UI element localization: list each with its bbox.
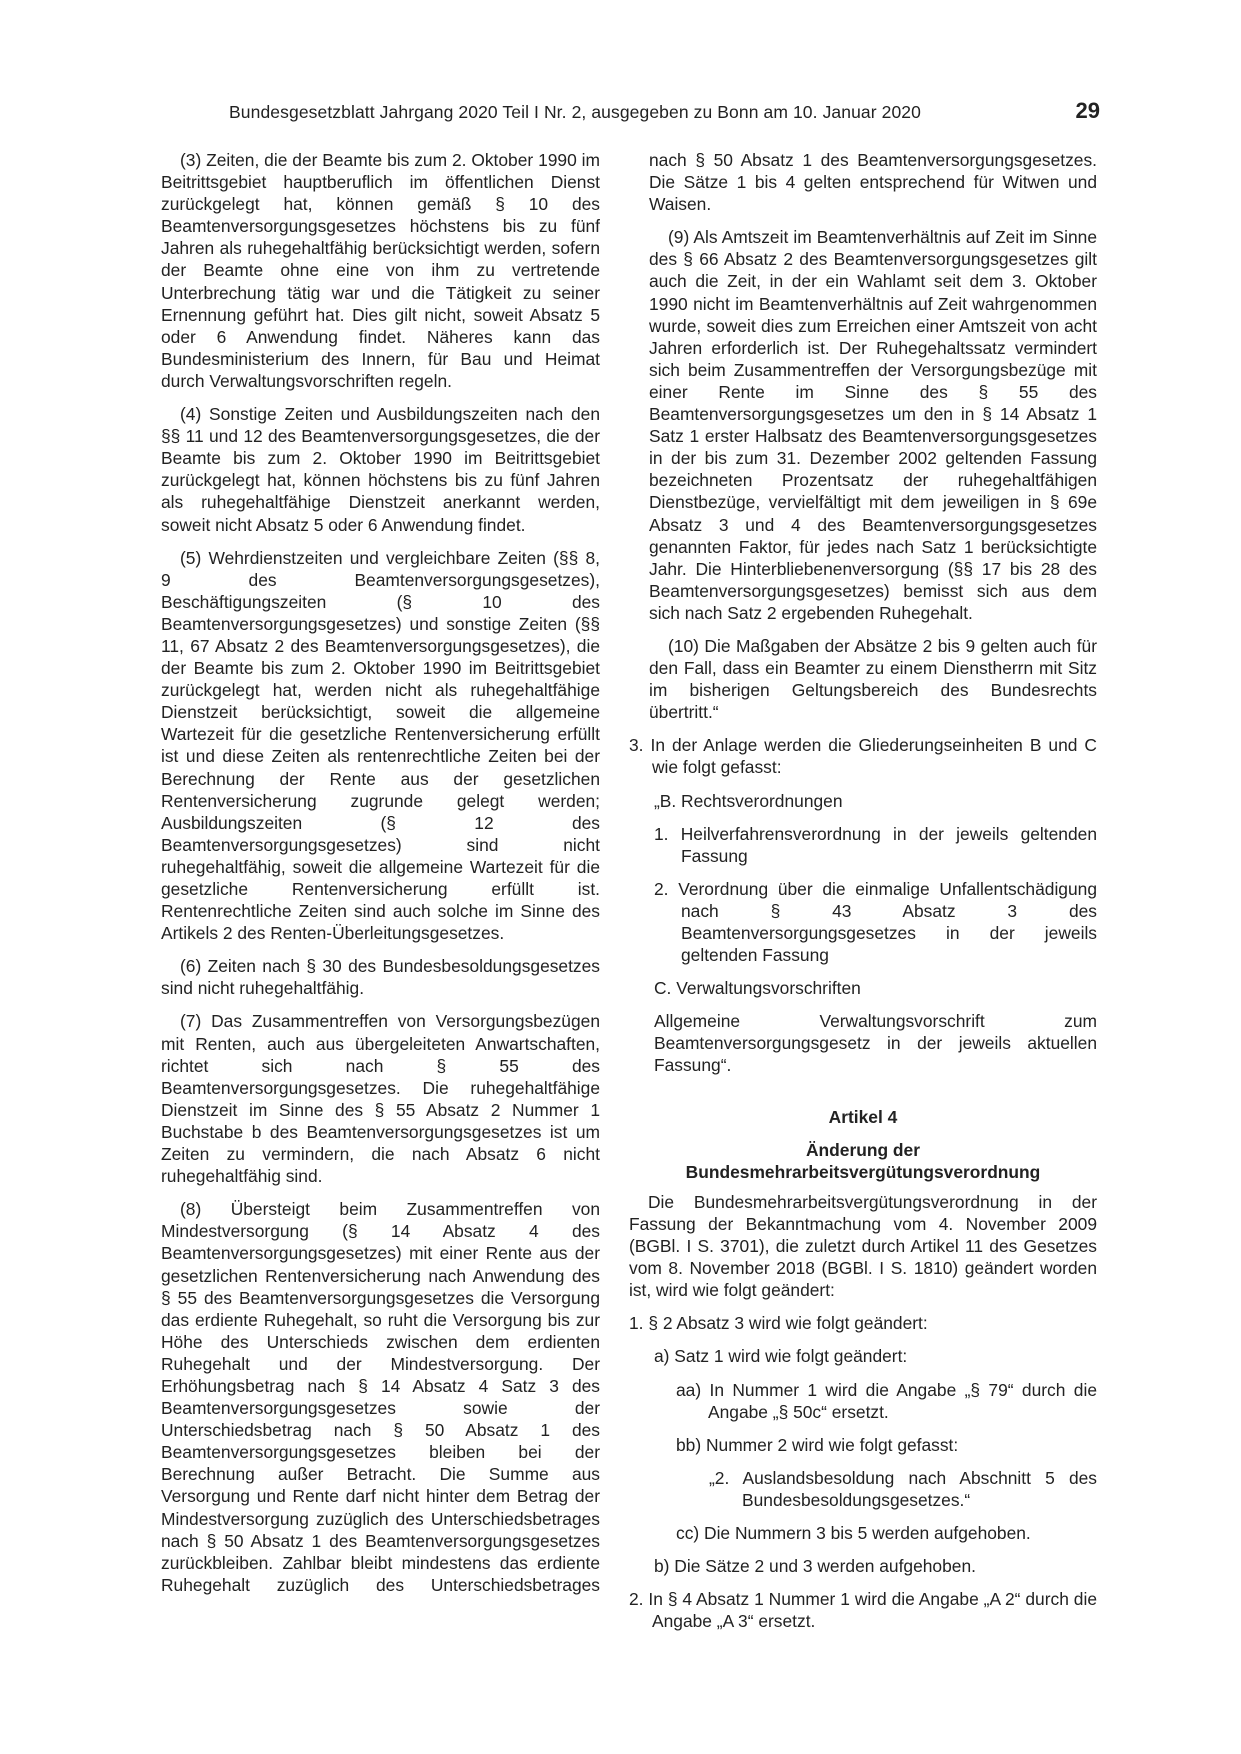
- running-header: Bundesgesetzblatt Jahrgang 2020 Teil I Nr. 2, ausgegeben zu Bonn am 10. Januar 2020: [229, 102, 921, 122]
- amendment-1-a-bb-quote: „2. Auslandsbesoldung nach Abschnitt 5 des Bundesbesoldungsgesetzes.“: [709, 1467, 1097, 1510]
- page-header: [160, 100, 1100, 130]
- paragraph-4: (4) Sonstige Zeiten und Ausbildungszeiten nach den §§ 11 und 12 des Beamtenversorgungsgesetzes, die der Beamte bis zum 2. Oktober 1990 im Beitrittsgebiet zurückgelegt hat, können höchstens bis zu fünf Jahren als ruhegehaltfähige Dienstzeit anerkannt werden, soweit nicht Absatz 5 oder 6 Anwendung findet.: [161, 404, 600, 535]
- section-b-heading: „B. Rechtsverordnungen: [654, 790, 843, 811]
- paragraph-6: (6) Zeiten nach § 30 des Bundesbesoldungsgesetzes sind nicht ruhegehaltfähig.: [161, 956, 600, 999]
- paragraph-5: (5) Wehrdienstzeiten und vergleichbare Zeiten (§§ 8, 9 des Beamtenversorgungsgesetzes), Beschäftigungszeiten (§ 10 des Beamtenversorgungsgesetzes) und sonstige Zeiten (§§ 11, 67 Absatz 2 des Beamtenversorgungsgesetzes), die der Beamte bis zum 2. Oktober 1990 im Beitrittsgebiet zurückgelegt hat, werden nicht als ruhegehaltfähige Dienstzeit berücksichtigt, soweit die allgemeine Wartezeit für die gesetzliche Rentenversicherung erfüllt ist und diese Zeiten als rentenrechtliche Zeiten bei der Berechnung der Rente aus der gesetzlichen Rentenversicherung zugrunde gelegt werden; Ausbildungszeiten (§ 12 des Beamtenversorgungsgesetzes) sind nicht ruhegehaltfähig, soweit die allgemeine Wartezeit für die gesetzliche Rentenversicherung erfüllt ist. Rentenrechtliche Zeiten sind auch solche im Sinne des Artikels 2 des Renten-Überleitungsgesetzes.: [161, 547, 600, 944]
- article-title-line-1: Änderung der: [805, 1139, 920, 1160]
- paragraph-7: (7) Das Zusammentreffen von Versorgungsbezügen mit Renten, auch aus übergeleiteten Anwartschaften, richtet sich nach § 55 des Beamtenversorgungsgesetzes. Die ruhegehaltfähige Dienstzeit im Sinne des § 55 Absatz 2 Nummer 1 Buchstabe b des Beamtenversorgungsgesetzes ist um Zeiten zu vermindern, die nach Absatz 6 nicht ruhegehaltfähig sind.: [161, 1011, 600, 1187]
- amendment-1-a-bb: bb) Nummer 2 wird wie folgt gefasst:: [676, 1434, 959, 1455]
- paragraph-3: (3) Zeiten, die der Beamte bis zum 2. Oktober 1990 im Beitrittsgebiet hauptberuflich im öffentlichen Dienst zurückgelegt hat, können gemäß § 10 des Beamtenversorgungsgesetzes höchstens bis zu fünf Jahren als ruhegehaltfähig berücksichtigt werden, sofern der Beamte ohne eine von ihm zu vertretende Unterbrechung tätig war und die Tätigkeit zu seiner Ernennung geführt hat. Dies gilt nicht, soweit Absatz 5 oder 6 Anwendung findet. Näheres kann das Bundesministerium des Innern, für Bau und Heimat durch Verwaltungsvorschriften regeln.: [161, 150, 600, 391]
- paragraph-8-continued: nach § 50 Absatz 1 des Beamtenversorgungsgesetzes. Die Sätze 1 bis 4 gelten entsprechend für Witwen und Waisen.: [649, 150, 1097, 215]
- section-b-list: [654, 823, 1097, 967]
- paragraph-8: (8) Übersteigt beim Zusammentreffen von Mindestversorgung (§ 14 Absatz 4 des Beamtenversorgungsgesetzes) mit einer Rente aus der gesetzlichen Rentenversicherung nach Anwendung des § 55 des Beamtenversorgungsgesetzes die Versorgung das erdiente Ruhegehalt, so ruht die Versorgung bis zur Höhe des Unterschieds zwischen dem erdienten Ruhegehalt und der Mindestversorgung. Der Erhöhungsbetrag nach § 14 Absatz 4 Satz 3 des Beamtenversorgungsgesetzes sowie der Unterschiedsbetrag nach § 50 Absatz 1 des Beamtenversorgungsgesetzes bleiben bei der Berechnung außer Betracht. Die Summe aus Versorgung und Rente darf nicht hinter dem Betrag der Mindestversorgung zuzüglich des Unterschiedsbetrages nach § 50 Absatz 1 des Beamtenversorgungsgesetzes zurückbleiben. Zahlbar bleibt mindestens das erdiente Ruhegehalt zuzüglich des Unterschiedsbetrages: [161, 1199, 600, 1595]
- amendment-1-a-aa: aa) In Nummer 1 wird die Angabe „§ 79“ durch die Angabe „§ 50c“ ersetzt.: [676, 1379, 1097, 1422]
- amendment-1-b: b) Die Sätze 2 und 3 werden aufgehoben.: [654, 1556, 976, 1577]
- right-column: [629, 149, 1097, 1643]
- article-title-line-2: Bundesmehrarbeitsvergütungsverordnung: [685, 1161, 1041, 1182]
- page-number: 29: [1075, 98, 1100, 123]
- section-c-heading: C. Verwaltungsvorschriften: [654, 978, 861, 999]
- amendment-1: 1. § 2 Absatz 3 wird wie folgt geändert:: [629, 1313, 928, 1334]
- amendment-1-a-cc: cc) Die Nummern 3 bis 5 werden aufgehoben.: [676, 1522, 1031, 1543]
- article-intro: Die Bundesmehrarbeitsvergütungsverordnung in der Fassung der Bekanntmachung vom 4. November 2009 (BGBl. I S. 3701), die zuletzt durch Artikel 11 des Gesetzes vom 8. November 2018 (BGBl. I S. 1810) geändert worden ist, wird wie folgt geändert:: [629, 1191, 1097, 1301]
- paragraph-9: (9) Als Amtszeit im Beamtenverhältnis auf Zeit im Sinne des § 66 Absatz 2 des Beamtenversorgungsgesetzes gilt auch die Zeit, in der ein Wahlamt seit dem 3. Oktober 1990 nicht im Beamtenverhältnis auf Zeit wahrgenommen wurde, soweit dies zum Erreichen einer Amtszeit von acht Jahren erforderlich ist. Der Ruhegehaltssatz vermindert sich beim Zusammentreffen der Versorgungsbezüge mit einer Rente im Sinne des § 55 des Beamtenversorgungsgesetzes um den in § 14 Absatz 1 Satz 1 erster Halbsatz des Beamtenversorgungsgesetzes in der bis zum 31. Dezember 2002 geltenden Fassung bezeichneten Prozentsatz der ruhegehaltfähigen Dienstbezüge, vervielfältigt mit dem jeweiligen in § 69e Absatz 3 und 4 des Beamtenversorgungsgesetzes genannten Faktor, für jedes nach Satz 1 berücksichtigte Jahr. Die Hinterbliebenenversorgung (§§ 17 bis 28 des Beamtenversorgungsgesetzes) bemisst sich aus dem sich nach Satz 2 ergebenden Ruhegehalt.: [649, 227, 1097, 623]
- section-c-text: Allgemeine Verwaltungsvorschrift zum Beamtenversorgungsgesetz in der jeweils aktuellen Fassung“.: [654, 1011, 1097, 1076]
- section-b-item-2: 2. Verordnung über die einmalige Unfallentschädigung nach § 43 Absatz 3 des Beamtenversorgungsgesetzes in der jeweils geltenden Fassung: [654, 878, 1097, 966]
- amendment-2: 2. In § 4 Absatz 1 Nummer 1 wird die Angabe „A 2“ durch die Angabe „A 3“ ersetzt.: [629, 1589, 1097, 1632]
- amendment-1-a: a) Satz 1 wird wie folgt geändert:: [654, 1346, 908, 1367]
- section-b-item-1: 1. Heilverfahrensverordnung in der jeweils geltenden Fassung: [654, 823, 1097, 866]
- list-item-3: 3. In der Anlage werden die Gliederungseinheiten B und C wie folgt gefasst:: [629, 735, 1097, 778]
- paragraph-10: (10) Die Maßgaben der Absätze 2 bis 9 gelten auch für den Fall, dass ein Beamter zu einem Dienstherrn mit Sitz im bisherigen Geltungsbereich des Bundesrechts übertritt.“: [649, 635, 1097, 723]
- article-label: Artikel 4: [828, 1106, 898, 1127]
- left-column: [161, 149, 600, 1607]
